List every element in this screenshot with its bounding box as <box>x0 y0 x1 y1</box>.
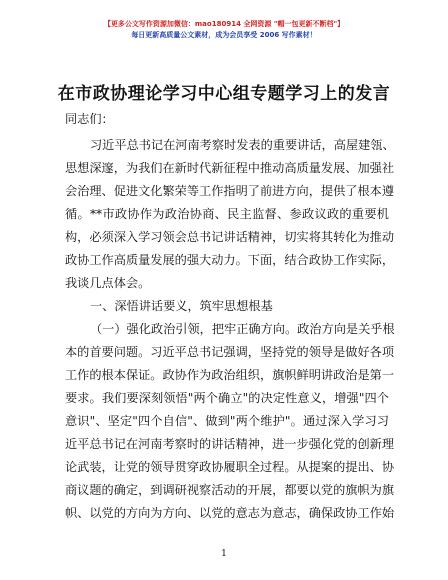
paragraph-line: 习近平总书记在河南考察时发表的重要讲话，高屋建瓴、 <box>90 138 395 152</box>
promo-banner-line-2: 每日更新高质量公文素材，成为会员享受 2006 写作素材！ <box>131 31 317 39</box>
paragraph-line: 要求。我们要深刻领悟"两个确立"的决定性意义，增强"四个 <box>65 391 389 405</box>
paragraph-line: 循。**市政协作为政治协商、民主监督、参政议政的重要机 <box>65 207 389 221</box>
paragraph-line: 我谈几点体会。 <box>65 276 151 290</box>
paragraph-line: （一）强化政治引领，把牢正确方向。政治方向是关乎根 <box>90 322 395 336</box>
promo-banner-line-1: 【更多公文写作资源加微信：mao180914 全网资源 "帽一包更新不断档"】 <box>103 20 345 28</box>
section-heading: 一、深悟讲话要义，筑牢思想根基 <box>90 299 273 313</box>
paragraph-line: 构，必须深入学习领会总书记讲话精神，切实将其转化为推动 <box>65 230 395 244</box>
paragraph-line: 政协工作高质量发展的强大动力。下面，结合政协工作实际， <box>65 253 395 267</box>
paragraph-line: 商议题的确定，到调研视察活动的开展，都要以党的旗帜为旗 <box>65 483 395 497</box>
paragraph-line: 帜、以党的方向为方向、以党的意志为意志，确保政协工作始 <box>65 506 395 520</box>
greeting: 同志们： <box>65 112 114 126</box>
paragraph-line: 本的首要问题。习近平总书记强调，坚持党的领导是做好各项 <box>65 345 395 359</box>
paragraph-line: 会治理、促进文化繁荣等工作指明了前进方向，提供了根本遵 <box>65 184 395 198</box>
paragraph-line: 思想深邃，为我们在新时代新征程中推动高质量发展、加强社 <box>65 161 395 175</box>
document-title: 在市政协理论学习中心组专题学习上的发言 <box>57 84 391 104</box>
paragraph-line: 论武装，让党的领导贯穿政协履职全过程。从提案的提出、协 <box>65 460 395 474</box>
paragraph-line: 工作的根本保证。政协作为政治组织，旗帜鲜明讲政治是第一 <box>65 368 395 382</box>
paragraph-line: 近平总书记在河南考察时的讲话精神，进一步强化党的创新理 <box>65 437 395 451</box>
paragraph-line: 意识"、坚定"四个自信"、做到"两个维护"。通过深入学习习 <box>65 414 389 428</box>
page-number: 1 <box>221 549 227 559</box>
